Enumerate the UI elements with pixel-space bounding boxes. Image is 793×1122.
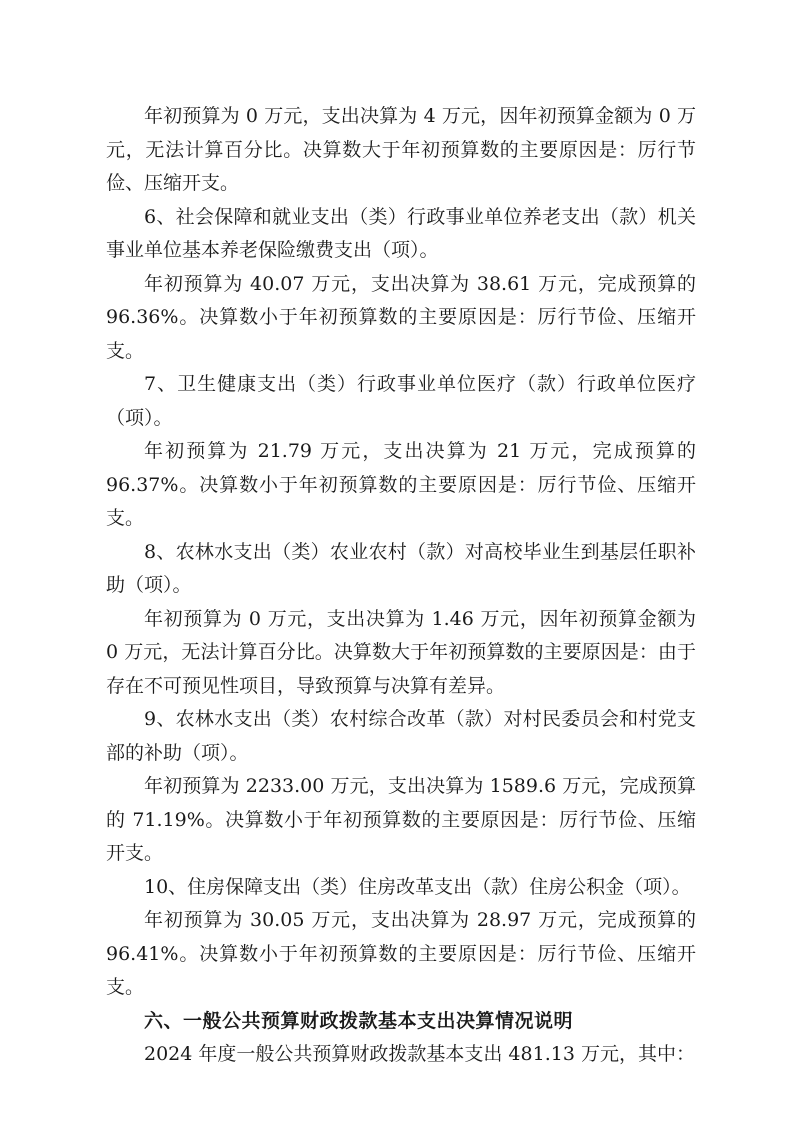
paragraph-item-9-detail: 年初预算为 2233.00 万元，支出决算为 1589.6 万元，完成预算的 71.19%。决算数小于年初预算数的主要原因是：厉行节俭、压缩开支。 <box>106 775 696 864</box>
paragraph-item-8-title: 8、农林水支出（类）农业农村（款）对高校毕业生到基层任职补助（项）。 <box>106 540 696 596</box>
paragraph-item-10-detail: 年初预算为 30.05 万元，支出决算为 28.97 万元，完成预算的 96.41%。决算数小于年初预算数的主要原因是：厉行节俭、压缩开支。 <box>106 909 696 998</box>
paragraph-item-6-detail: 年初预算为 40.07 万元，支出决算为 38.61 万元，完成预算的 96.36%。决算数小于年初预算数的主要原因是：厉行节俭、压缩开支。 <box>106 272 696 362</box>
paragraph-item-9-title: 9、农林水支出（类）农村综合改革（款）对村民委员会和村党支部的补助（项）。 <box>106 708 696 764</box>
paragraph-item-7-detail: 年初预算为 21.79 万元，支出决算为 21 万元，完成预算的 96.37%。决算数小于年初预算数的主要原因是：厉行节俭、压缩开支。 <box>106 440 696 529</box>
document-body <box>106 100 696 1072</box>
paragraph-budget-note-1: 年初预算为 0 万元，支出决算为 4 万元，因年初预算金额为 0 万元，无法计算百分比。决算数大于年初预算数的主要原因是：厉行节俭、压缩开支。 <box>106 105 696 194</box>
paragraph-item-7-title: 7、卫生健康支出（类）行政事业单位医疗（款）行政单位医疗（项）。 <box>106 373 696 429</box>
paragraph-item-10-title: 10、住房保障支出（类）住房改革支出（款）住房公积金（项）。 <box>144 875 691 898</box>
paragraph-item-6-title: 6、社会保障和就业支出（类）行政事业单位养老支出（款）机关事业单位基本养老保险缴费支出（项）。 <box>106 205 696 261</box>
paragraph-item-8-detail: 年初预算为 0 万元，支出决算为 1.46 万元，因年初预算金额为 0 万元，无法计算百分比。决算数大于年初预算数的主要原因是：由于存在不可预见性项目，导致预算与决算有差异。 <box>106 607 696 697</box>
paragraph-basic-expenditure-summary: 2024 年度一般公共预算财政拨款基本支出 481.13 万元，其中： <box>144 1043 695 1065</box>
section-heading: 六、一般公共预算财政拨款基本支出决算情况说明 <box>144 1009 574 1032</box>
